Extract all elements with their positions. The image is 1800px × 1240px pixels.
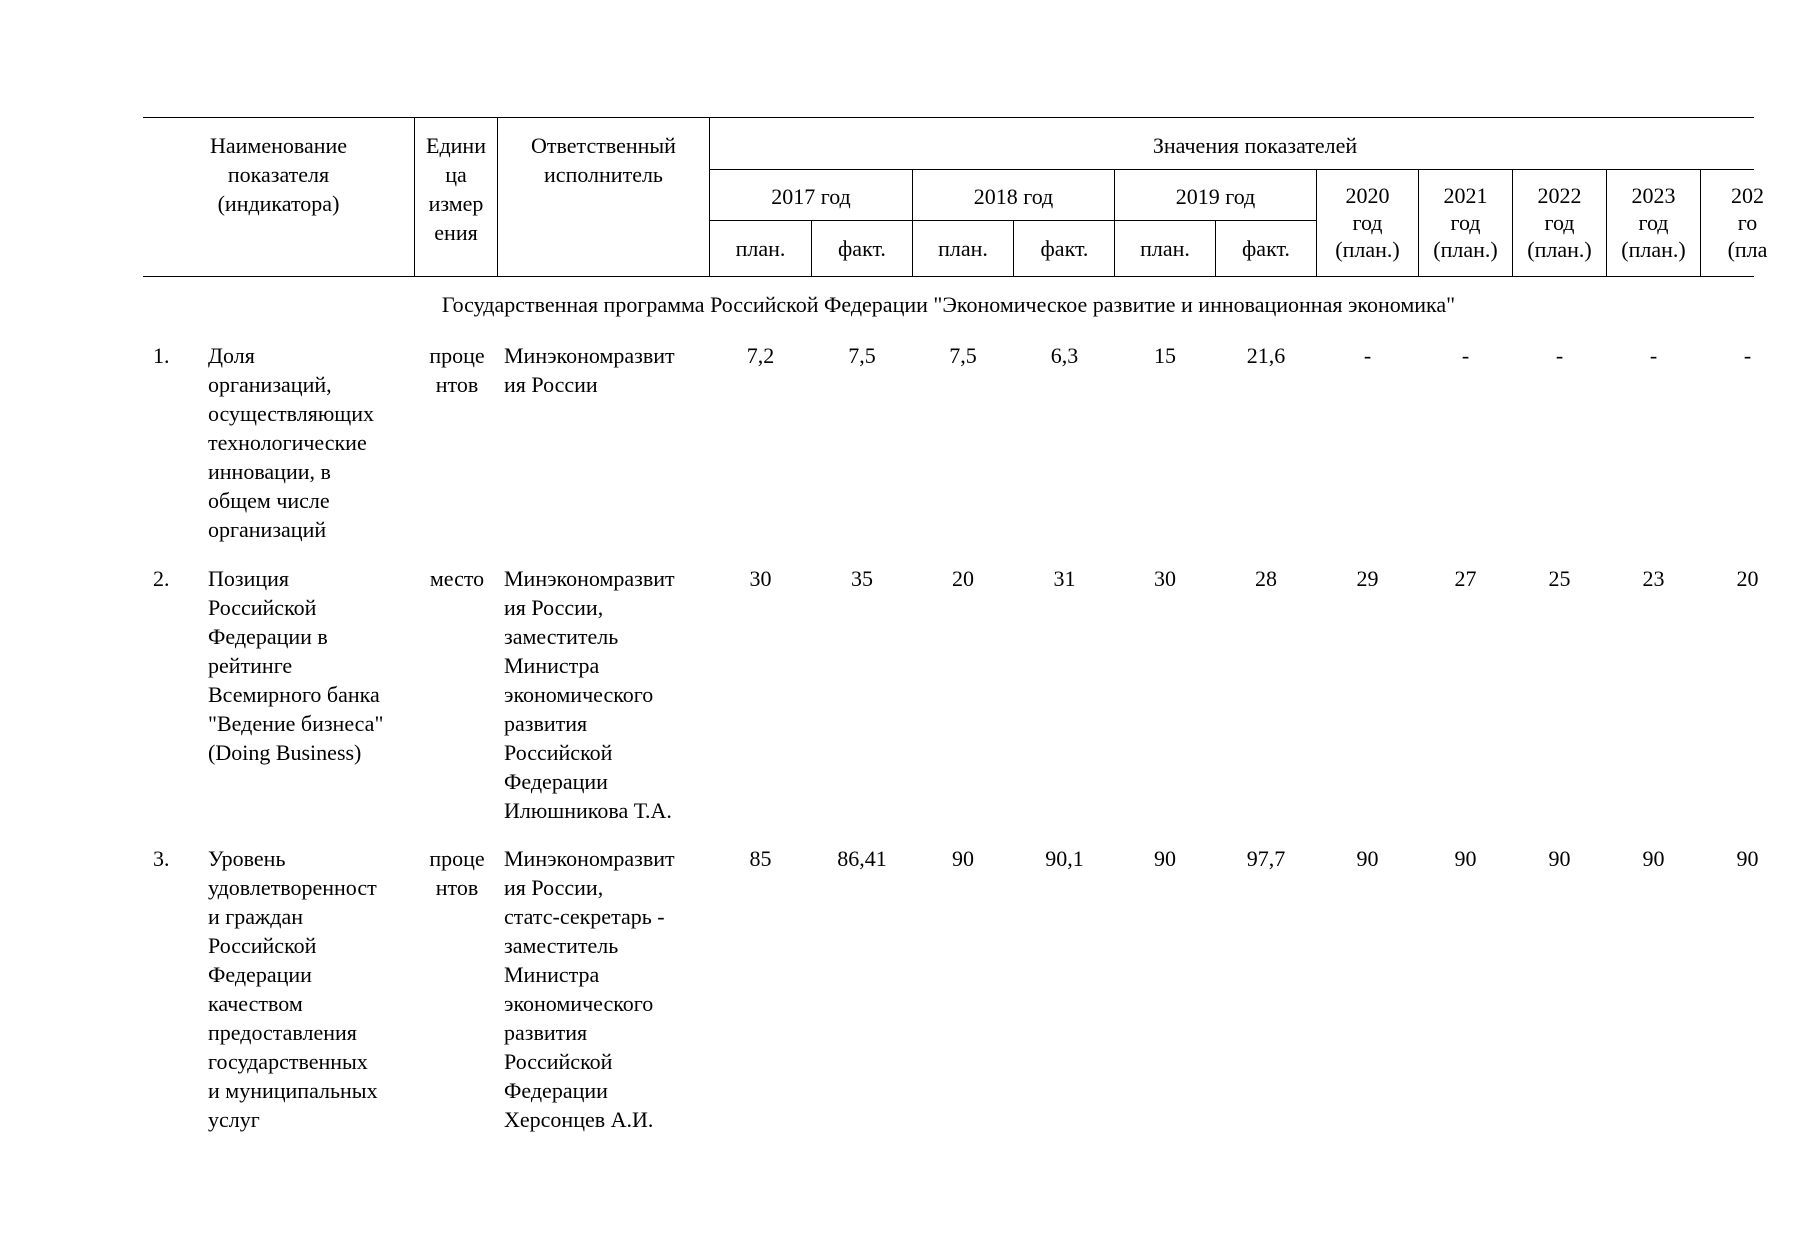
indicator-name: Позиция Российской Федерации в рейтинге Всемирного банка "Ведение бизнеса" (Doing Business) bbox=[208, 566, 384, 765]
indicator-value: 30 bbox=[749, 566, 772, 591]
indicator-value: - bbox=[1461, 343, 1470, 368]
indicator-value: 86,41 bbox=[837, 846, 887, 871]
header-year-2023-plan: 2023 год (план.) bbox=[1621, 183, 1686, 262]
responsible-executor: Минэкономразвит ия России bbox=[504, 343, 675, 397]
indicator-value: 30 bbox=[1154, 566, 1176, 591]
indicator-value: 15 bbox=[1154, 343, 1176, 368]
indicator-value: - bbox=[1743, 343, 1752, 368]
header-executor-column: Ответственный исполнитель bbox=[531, 133, 676, 187]
indicator-value: 20 bbox=[1736, 566, 1759, 591]
indicator-value: 29 bbox=[1356, 566, 1379, 591]
indicator-value: 28 bbox=[1255, 566, 1277, 591]
row-number: 3. bbox=[153, 846, 170, 871]
indicator-name: Доля организаций, осуществляющих технологические инновации, в общем числе организаций bbox=[208, 343, 374, 542]
row-number: 1. bbox=[153, 343, 170, 368]
indicator-value: 90 bbox=[1642, 846, 1665, 871]
header-fact-2019: факт. bbox=[1242, 236, 1290, 261]
indicator-value: - bbox=[1555, 343, 1564, 368]
indicator-value: 90 bbox=[952, 846, 974, 871]
unit-of-measure: проце нтов bbox=[429, 846, 485, 900]
indicator-value: 85 bbox=[749, 846, 772, 871]
header-year-2017: 2017 год bbox=[771, 184, 851, 209]
indicator-value: 27 bbox=[1454, 566, 1477, 591]
header-plan-2019: план. bbox=[1140, 236, 1190, 261]
program-title: Государственная программа Российской Федерации "Экономическое развитие и инновационная экономика" bbox=[441, 292, 1456, 317]
indicator-value: 31 bbox=[1053, 566, 1076, 591]
indicator-value: 90 bbox=[1154, 846, 1176, 871]
indicator-value: 20 bbox=[952, 566, 974, 591]
header-unit-column: Едини ца измер ения bbox=[426, 133, 486, 245]
header-year-2018: 2018 год bbox=[973, 184, 1054, 209]
indicator-value: 90 bbox=[1548, 846, 1571, 871]
indicator-value: 23 bbox=[1642, 566, 1665, 591]
unit-of-measure: проце нтов bbox=[429, 343, 485, 397]
indicator-name: Уровень удовлетворенност и граждан Российской Федерации качеством предоставления государственных и муниципальных услуг bbox=[208, 846, 378, 1132]
indicator-value: 7,5 bbox=[848, 343, 876, 368]
indicator-value: 25 bbox=[1548, 566, 1571, 591]
indicator-value: 97,7 bbox=[1246, 846, 1286, 871]
unit-of-measure: место bbox=[429, 566, 485, 591]
indicator-value: - bbox=[1363, 343, 1372, 368]
indicator-value: 90 bbox=[1356, 846, 1379, 871]
header-year-2019: 2019 год bbox=[1175, 184, 1256, 209]
row-number: 2. bbox=[153, 566, 170, 591]
header-name-column: Наименование показателя (индикатора) bbox=[209, 133, 348, 216]
header-year-2020-plan: 2020 год (план.) bbox=[1335, 183, 1400, 262]
indicator-value: - bbox=[1649, 343, 1658, 368]
header-fact-2018: факт. bbox=[1040, 236, 1089, 261]
header-plan-2018: план. bbox=[938, 236, 988, 261]
indicator-value: 90 bbox=[1454, 846, 1477, 871]
indicator-value: 90 bbox=[1736, 846, 1759, 871]
header-fact-2017: факт. bbox=[838, 236, 886, 261]
indicator-value: 6,3 bbox=[1050, 343, 1079, 368]
indicator-value: 7,5 bbox=[949, 343, 977, 368]
header-plan-2017: план. bbox=[735, 236, 786, 261]
header-year-2021-plan: 2021 год (план.) bbox=[1433, 183, 1498, 262]
indicator-value: 90,1 bbox=[1045, 846, 1084, 871]
header-year-2022-plan: 2022 год (план.) bbox=[1527, 183, 1592, 262]
responsible-executor: Минэкономразвит ия России, заместитель Министра экономического развития Российской Федерации Илюшникова Т.А. bbox=[504, 566, 675, 823]
header-values-title: Значения показателей bbox=[1152, 133, 1358, 158]
responsible-executor: Минэкономразвит ия России, статс-секретарь - заместитель Министра экономического развития Российской Федерации Херсонцев А.И. bbox=[504, 846, 675, 1132]
table-top-rule bbox=[143, 117, 1754, 118]
indicator-value: 35 bbox=[851, 566, 873, 591]
years-rule bbox=[710, 169, 1754, 170]
indicator-value: 21,6 bbox=[1246, 343, 1286, 368]
indicator-value: 7,2 bbox=[746, 343, 775, 368]
header-year-2024-plan: 202 го (пла bbox=[1727, 183, 1768, 262]
